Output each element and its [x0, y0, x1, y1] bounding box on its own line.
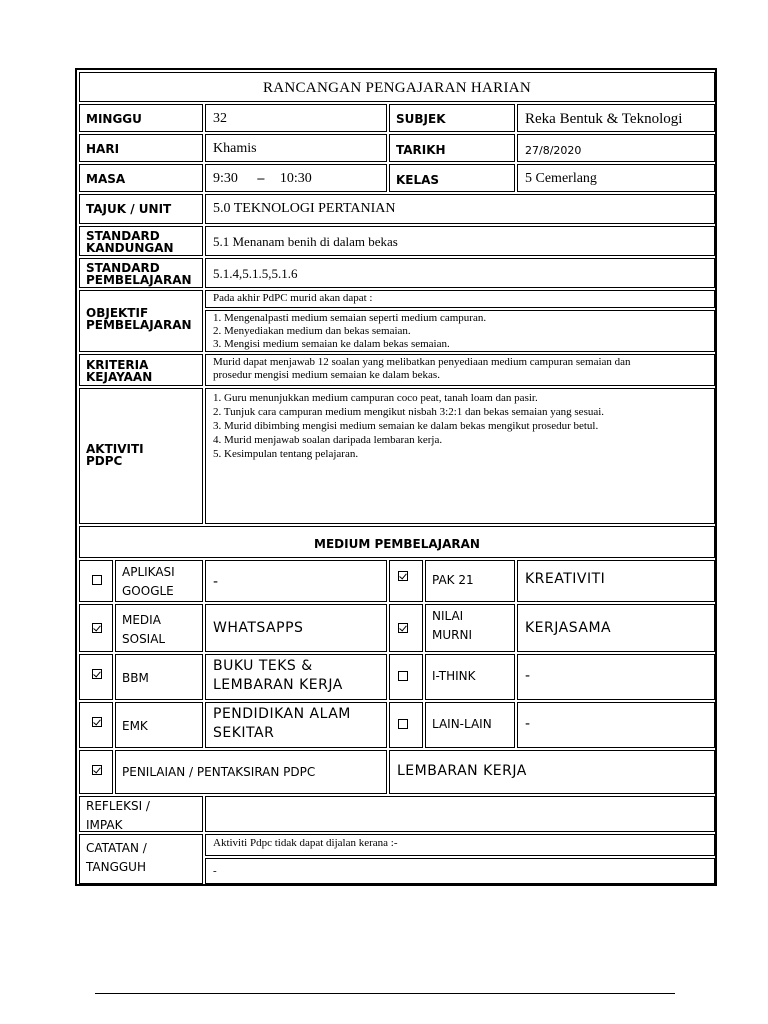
pak21-checkbox[interactable]: [398, 571, 408, 581]
aktiviti-item: 3. Murid dibimbing mengisi medium semaian ke dalam bekas mengikut prosedur betul.: [213, 420, 599, 432]
catatan-label-2: TANGGUH: [86, 860, 146, 874]
aktiviti-item: 4. Murid menjawab soalan daripada lembaran kerja.: [213, 434, 443, 446]
standard-pembelajaran-value[interactable]: 5.1.4,5.1.5,5.1.6: [205, 258, 715, 288]
ithink-value[interactable]: -: [517, 654, 715, 700]
standard-pembelajaran-label-2: PEMBELAJARAN: [86, 273, 192, 287]
media-label: [115, 604, 203, 652]
standard-pembelajaran-label: [79, 258, 203, 288]
media-label-2: SOSIAL: [122, 632, 166, 646]
ithink-checkbox-cell: [389, 654, 423, 700]
hari-label: HARI: [79, 134, 203, 162]
lainlain-label: LAIN-LAIN: [425, 702, 515, 748]
refleksi-label-2: IMPAK: [86, 818, 123, 832]
standard-kandungan-label-1: STANDARD: [86, 229, 160, 243]
catatan-line-2[interactable]: -: [205, 858, 715, 884]
nilai-value[interactable]: KERJASAMA: [517, 604, 715, 652]
media-value[interactable]: WHATSAPPS: [205, 604, 387, 652]
objektif-label-1: OBJEKTIF: [86, 306, 149, 320]
refleksi-label-1: REFLEKSI /: [86, 799, 150, 813]
objektif-label: [79, 290, 203, 352]
aplikasi-checkbox-cell: [79, 560, 113, 602]
tarikh-value[interactable]: 27/8/2020: [517, 134, 715, 162]
ithink-label: I-THINK: [425, 654, 515, 700]
kelas-label: KELAS: [389, 164, 515, 192]
bbm-value-1: BUKU TEKS &: [213, 658, 313, 674]
tajuk-value[interactable]: 5.0 TEKNOLOGI PERTANIAN: [205, 194, 715, 224]
ithink-checkbox[interactable]: [398, 671, 408, 681]
standard-kandungan-label-2: KANDUNGAN: [86, 241, 174, 255]
nilai-checkbox[interactable]: [398, 623, 408, 633]
media-checkbox[interactable]: [92, 623, 102, 633]
pak21-label: PAK 21: [425, 560, 515, 602]
pak21-value[interactable]: KREATIVITI: [517, 560, 715, 602]
kriteria-label: [79, 354, 203, 386]
masa-label: MASA: [79, 164, 203, 192]
kelas-value[interactable]: 5 Cemerlang: [517, 164, 715, 192]
emk-checkbox-cell: [79, 702, 113, 748]
bbm-checkbox[interactable]: [92, 669, 102, 679]
masa-value[interactable]: [205, 164, 387, 192]
page-title: RANCANGAN PENGAJARAN HARIAN: [79, 72, 715, 102]
aktiviti-item: 2. Tunjuk cara campuran medium mengikut nisbah 3:2:1 dan bekas semaian yang sesuai.: [213, 406, 605, 418]
pak21-checkbox-cell: [389, 560, 423, 602]
aktiviti-label-2: PDPC: [86, 454, 123, 468]
penilaian-checkbox-cell: [79, 750, 113, 794]
penilaian-checkbox[interactable]: [92, 765, 102, 775]
nilai-checkbox-cell: [389, 604, 423, 652]
rph-form: [75, 68, 717, 886]
lainlain-value[interactable]: -: [517, 702, 715, 748]
nilai-label-2: MURNI: [432, 628, 472, 642]
catatan-label-1: CATATAN /: [86, 841, 147, 855]
masa-separator: –: [257, 171, 265, 186]
aplikasi-label-1: APLIKASI: [122, 565, 175, 579]
catatan-label: [79, 834, 203, 884]
bbm-value-2: LEMBARAN KERJA: [213, 677, 343, 693]
masa-start: 9:30: [213, 171, 238, 186]
hari-value[interactable]: Khamis: [205, 134, 387, 162]
objektif-item: 1. Mengenalpasti medium semaian seperti medium campuran.: [213, 312, 487, 324]
aktiviti-item: 1. Guru menunjukkan medium campuran coco peat, tanah loam dan pasir.: [213, 392, 538, 404]
penilaian-value[interactable]: LEMBARAN KERJA: [389, 750, 715, 794]
lainlain-checkbox[interactable]: [398, 719, 408, 729]
tarikh-label: TARIKH: [389, 134, 515, 162]
bbm-value[interactable]: [205, 654, 387, 700]
kriteria-value[interactable]: [205, 354, 715, 386]
refleksi-label: [79, 796, 203, 832]
kriteria-line-1: Murid dapat menjawab 12 soalan yang melibatkan penyediaan medium campuran semaian dan: [213, 356, 631, 368]
aplikasi-label: [115, 560, 203, 602]
subjek-label: SUBJEK: [389, 104, 515, 132]
standard-kandungan-label: [79, 226, 203, 256]
objektif-item: 3. Mengisi medium semaian ke dalam bekas semaian.: [213, 338, 450, 350]
aktiviti-item: 5. Kesimpulan tentang pelajaran.: [213, 448, 359, 460]
minggu-value[interactable]: 32: [205, 104, 387, 132]
aktiviti-label: [79, 388, 203, 524]
catatan-line-1[interactable]: Aktiviti Pdpc tidak dapat dijalan kerana :-: [205, 834, 715, 856]
nilai-label: [425, 604, 515, 652]
objektif-list[interactable]: [205, 310, 715, 352]
medium-heading: MEDIUM PEMBELAJARAN: [79, 526, 715, 558]
media-checkbox-cell: [79, 604, 113, 652]
nilai-label-1: NILAI: [432, 609, 464, 623]
aktiviti-label-1: AKTIVITI: [86, 442, 144, 456]
bbm-checkbox-cell: [79, 654, 113, 700]
aplikasi-value[interactable]: -: [205, 560, 387, 602]
objektif-intro[interactable]: Pada akhir PdPC murid akan dapat :: [205, 290, 715, 308]
emk-value-2: SEKITAR: [213, 725, 275, 741]
tajuk-label: TAJUK / UNIT: [79, 194, 203, 224]
bbm-label: BBM: [115, 654, 203, 700]
lainlain-checkbox-cell: [389, 702, 423, 748]
standard-kandungan-value[interactable]: 5.1 Menanam benih di dalam bekas: [205, 226, 715, 256]
objektif-item: 2. Menyediakan medium dan bekas semaian.: [213, 325, 411, 337]
standard-pembelajaran-label-1: STANDARD: [86, 261, 160, 275]
objektif-label-2: PEMBELAJARAN: [86, 318, 192, 332]
emk-value[interactable]: [205, 702, 387, 748]
masa-end: 10:30: [279, 171, 312, 186]
aplikasi-label-2: GOOGLE: [122, 584, 174, 598]
footer-divider: [95, 993, 675, 994]
subjek-value[interactable]: Reka Bentuk & Teknologi: [517, 104, 715, 132]
emk-label: EMK: [115, 702, 203, 748]
emk-value-1: PENDIDIKAN ALAM: [213, 706, 351, 722]
aktiviti-list[interactable]: [205, 388, 715, 524]
penilaian-label: PENILAIAN / PENTAKSIRAN PDPC: [115, 750, 387, 794]
kriteria-label-1: KRITERIA: [86, 358, 149, 372]
refleksi-value[interactable]: [205, 796, 715, 832]
aplikasi-checkbox[interactable]: [92, 575, 102, 585]
kriteria-line-2: prosedur mengisi medium semaian ke dalam bekas.: [213, 369, 440, 381]
minggu-label: MINGGU: [79, 104, 203, 132]
media-label-1: MEDIA: [122, 613, 161, 627]
emk-checkbox[interactable]: [92, 717, 102, 727]
kriteria-label-2: KEJAYAAN: [86, 370, 153, 384]
